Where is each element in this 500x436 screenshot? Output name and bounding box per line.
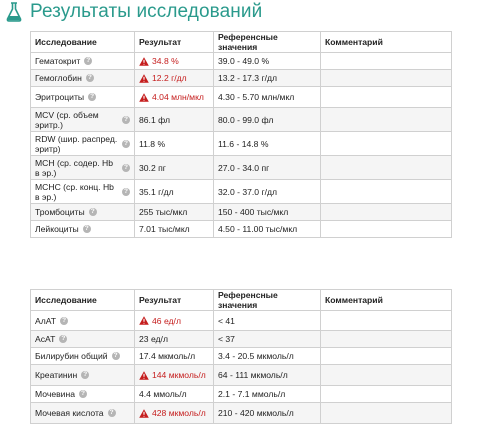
result-value-wrap — [139, 316, 209, 326]
column-header-test: Исследование — [31, 290, 135, 311]
result-value: 4.4 ммоль/л — [139, 389, 187, 399]
reference-range: 80.0 - 99.0 фл — [214, 108, 321, 132]
test-name — [35, 110, 130, 130]
flask-icon — [6, 2, 22, 22]
table-row — [31, 311, 452, 331]
test-name — [35, 56, 130, 66]
comment-cell — [321, 348, 452, 365]
table-row — [31, 70, 452, 87]
results-table-2 — [30, 289, 452, 424]
comment-cell — [321, 221, 452, 238]
test-name — [35, 158, 130, 178]
result-cell — [135, 365, 214, 386]
reference-range: 39.0 - 49.0 % — [214, 53, 321, 70]
result-value-wrap — [139, 139, 209, 149]
warning-icon — [139, 57, 149, 66]
table-row — [31, 108, 452, 132]
test-name-cell — [31, 108, 135, 132]
abnormal-result-value: 34.8 % — [152, 56, 179, 66]
warning-icon — [139, 371, 149, 380]
comment-cell — [321, 386, 452, 403]
warning-icon — [139, 409, 149, 418]
result-value-wrap — [139, 92, 209, 102]
result-cell — [135, 204, 214, 221]
help-icon[interactable]: ? — [122, 116, 130, 124]
comment-cell — [321, 156, 452, 180]
comment-cell — [321, 108, 452, 132]
result-cell — [135, 311, 214, 331]
comment-cell — [321, 87, 452, 108]
column-header-reference: Референсные значения — [214, 32, 321, 53]
test-name — [35, 316, 130, 326]
test-name — [35, 389, 130, 399]
table-row — [31, 365, 452, 386]
test-name — [35, 182, 130, 202]
test-name-label: Мочевая кислота — [35, 408, 104, 418]
test-name-cell — [31, 365, 135, 386]
result-value: 7.01 тыс/мкл — [139, 224, 190, 234]
help-icon[interactable]: ? — [122, 188, 130, 196]
column-header-comment: Комментарий — [321, 290, 452, 311]
table-row — [31, 132, 452, 156]
help-icon[interactable]: ? — [122, 140, 130, 148]
table-row — [31, 331, 452, 348]
reference-range: 210 - 420 мкмоль/л — [214, 403, 321, 424]
reference-range: 13.2 - 17.3 г/дл — [214, 70, 321, 87]
result-value-wrap — [139, 115, 209, 125]
result-cell — [135, 108, 214, 132]
help-icon[interactable]: ? — [59, 335, 67, 343]
result-value-wrap — [139, 56, 209, 66]
table-row — [31, 156, 452, 180]
test-name — [35, 224, 130, 234]
result-value: 30.2 пг — [139, 162, 166, 173]
reference-range: 64 - 111 мкмоль/л — [214, 365, 321, 386]
result-value-wrap — [139, 163, 209, 173]
test-name-cell — [31, 348, 135, 365]
help-icon[interactable]: ? — [112, 352, 120, 360]
help-icon[interactable]: ? — [88, 93, 96, 101]
warning-icon — [139, 74, 149, 83]
test-name — [35, 134, 130, 154]
reference-range: 4.30 - 5.70 млн/мкл — [214, 87, 321, 108]
reference-range: < 41 — [214, 311, 321, 331]
table-row — [31, 53, 452, 70]
result-value: 35.1 г/дл — [139, 186, 174, 197]
result-cell — [135, 156, 214, 180]
test-name-label: Гематокрит — [35, 56, 81, 66]
table-header-row — [31, 32, 452, 53]
test-name-label: RDW (шир. распред. эритр) — [35, 133, 118, 154]
warning-icon — [139, 316, 149, 325]
test-name-label: Креатинин — [35, 370, 78, 380]
result-cell — [135, 132, 214, 156]
test-name-cell — [31, 180, 135, 204]
column-header-comment: Комментарий — [321, 32, 452, 53]
abnormal-result-value: 428 мкмоль/л — [152, 408, 206, 418]
reference-range: 3.4 - 20.5 мкмоль/л — [214, 348, 321, 365]
result-value-wrap — [139, 187, 209, 197]
result-cell — [135, 331, 214, 348]
test-name-label: Мочевина — [35, 389, 75, 399]
test-name-cell — [31, 70, 135, 87]
warning-icon — [139, 93, 149, 102]
result-value-wrap — [139, 207, 209, 217]
abnormal-result-value: 144 мкмоль/л — [152, 370, 206, 380]
table-header-row — [31, 290, 452, 311]
reference-range: 11.6 - 14.8 % — [214, 132, 321, 156]
reference-range: 32.0 - 37.0 г/дл — [214, 180, 321, 204]
result-value: 11.8 % — [139, 138, 166, 149]
result-cell — [135, 53, 214, 70]
test-name — [35, 408, 130, 418]
abnormal-result-value: 12.2 г/дл — [152, 73, 187, 83]
help-icon[interactable]: ? — [84, 57, 92, 65]
table-row — [31, 180, 452, 204]
page-header — [6, 0, 262, 24]
test-name-cell — [31, 87, 135, 108]
results-table-1 — [30, 31, 452, 238]
test-name-label: АсАТ — [35, 334, 56, 344]
result-value: 86.1 фл — [139, 114, 171, 125]
table-row — [31, 403, 452, 424]
comment-cell — [321, 132, 452, 156]
test-name — [35, 92, 130, 102]
test-name-cell — [31, 311, 135, 331]
table-row — [31, 221, 452, 238]
help-icon[interactable]: ? — [81, 371, 89, 379]
column-header-reference: Референсные значения — [214, 290, 321, 311]
result-value-wrap — [139, 351, 209, 361]
test-name — [35, 73, 130, 83]
result-value: 255 тыс/мкл — [139, 207, 188, 217]
test-name — [35, 334, 130, 344]
result-cell — [135, 180, 214, 204]
reference-range: 27.0 - 34.0 пг — [214, 156, 321, 180]
column-header-result: Результат — [135, 32, 214, 53]
comment-cell — [321, 403, 452, 424]
result-value-wrap — [139, 334, 209, 344]
test-name-cell — [31, 204, 135, 221]
result-cell — [135, 403, 214, 424]
table-row — [31, 386, 452, 403]
test-name — [35, 370, 130, 380]
test-name-label: MCV (ср. объем эритр.) — [35, 109, 99, 130]
comment-cell — [321, 331, 452, 348]
result-value-wrap — [139, 370, 209, 380]
result-cell — [135, 221, 214, 238]
test-name-label: MCH (ср. содер. Hb в эр.) — [35, 157, 113, 178]
test-name-label: MCHC (ср. конц. Hb в эр.) — [35, 181, 114, 202]
test-name-cell — [31, 53, 135, 70]
reference-range: 150 - 400 тыс/мкл — [214, 204, 321, 221]
help-icon[interactable]: ? — [83, 225, 91, 233]
result-value: 23 ед/л — [139, 334, 168, 344]
test-name-cell — [31, 331, 135, 348]
reference-range: < 37 — [214, 331, 321, 348]
reference-range: 2.1 - 7.1 ммоль/л — [214, 386, 321, 403]
result-cell — [135, 386, 214, 403]
column-header-test: Исследование — [31, 32, 135, 53]
test-name-label: Лейкоциты — [35, 224, 79, 234]
test-name-label: Эритроциты — [35, 92, 85, 102]
test-name-label: АлАТ — [35, 315, 57, 326]
comment-cell — [321, 311, 452, 331]
reference-range: 4.50 - 11.00 тыс/мкл — [214, 221, 321, 238]
result-cell — [135, 348, 214, 365]
help-icon[interactable]: ? — [122, 164, 130, 172]
comment-cell — [321, 365, 452, 386]
comment-cell — [321, 70, 452, 87]
test-name-cell — [31, 132, 135, 156]
help-icon[interactable]: ? — [60, 317, 68, 325]
result-value-wrap — [139, 408, 209, 418]
result-cell — [135, 87, 214, 108]
test-name — [35, 351, 130, 361]
test-name-cell — [31, 156, 135, 180]
column-header-result: Результат — [135, 290, 214, 311]
test-name — [35, 207, 130, 217]
result-value-wrap — [139, 224, 209, 234]
test-name-cell — [31, 386, 135, 403]
comment-cell — [321, 204, 452, 221]
help-icon[interactable]: ? — [108, 409, 116, 417]
help-icon[interactable]: ? — [89, 208, 97, 216]
page-title: Результаты исследований — [30, 1, 263, 22]
test-name-label: Тромбоциты — [35, 207, 85, 217]
result-cell — [135, 70, 214, 87]
comment-cell — [321, 53, 452, 70]
table-row — [31, 87, 452, 108]
table-row — [31, 204, 452, 221]
result-value: 17.4 мкмоль/л — [139, 351, 196, 361]
test-name-label: Гемоглобин — [35, 73, 82, 83]
help-icon[interactable]: ? — [79, 390, 87, 398]
test-name-label: Билирубин общий — [35, 351, 108, 361]
result-value-wrap — [139, 73, 209, 83]
test-name-cell — [31, 403, 135, 424]
comment-cell — [321, 180, 452, 204]
table-row — [31, 348, 452, 365]
help-icon[interactable]: ? — [86, 74, 94, 82]
abnormal-result-value: 46 ед/л — [152, 315, 181, 326]
abnormal-result-value: 4.04 млн/мкл — [152, 92, 204, 102]
result-value-wrap — [139, 389, 209, 399]
test-name-cell — [31, 221, 135, 238]
